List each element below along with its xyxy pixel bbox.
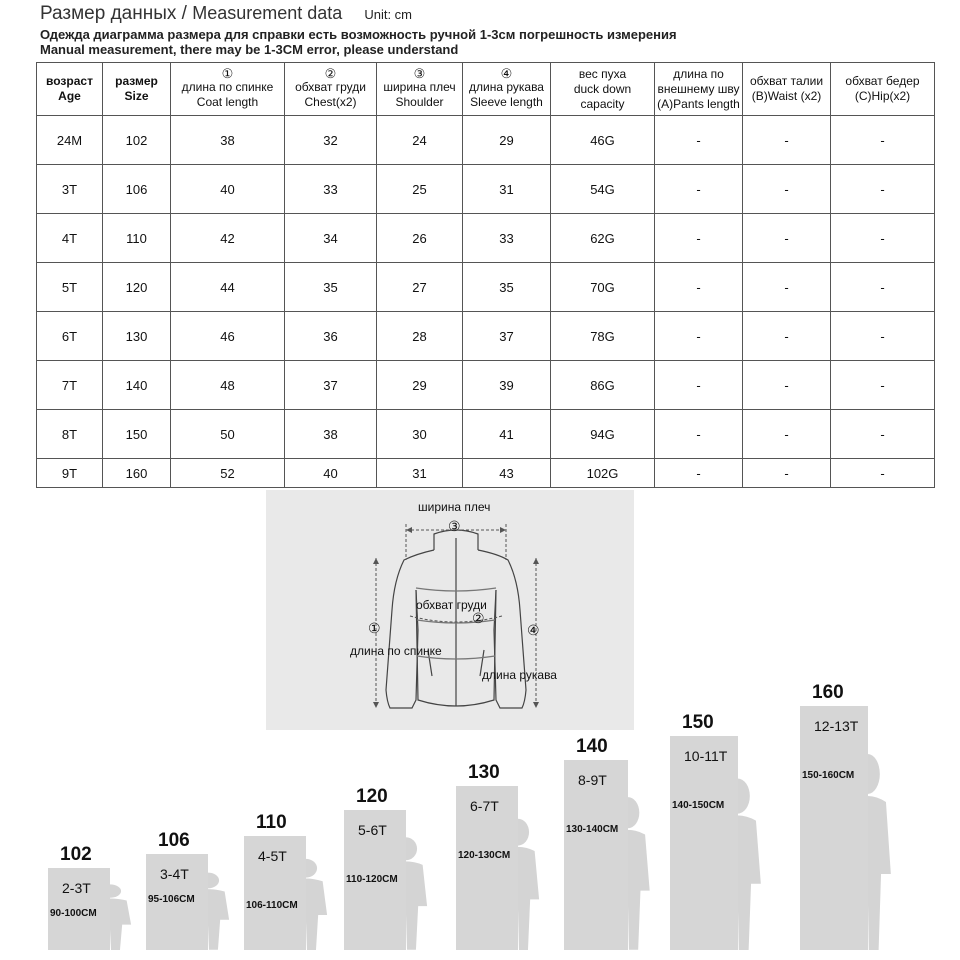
table-cell: -: [743, 165, 831, 214]
header-russian: размер: [115, 74, 158, 88]
height-label: 130: [468, 762, 500, 783]
header-number: ③: [413, 66, 426, 81]
table-cell: -: [831, 263, 935, 312]
table-cell: 102: [103, 116, 171, 165]
column-header: [655, 63, 743, 116]
title-english: Measurement data: [192, 3, 343, 23]
title-russian: Размер данных: [40, 3, 177, 24]
table-cell: 29: [377, 361, 463, 410]
table-cell: -: [831, 459, 935, 488]
column-header: [377, 63, 463, 116]
table-row: [37, 116, 935, 165]
height-label: 140: [576, 736, 608, 757]
height-bar: [800, 706, 868, 950]
table-cell: 140: [103, 361, 171, 410]
length-label: длина по спинке: [350, 644, 442, 658]
table-row: [37, 263, 935, 312]
table-cell: 25: [377, 165, 463, 214]
table-cell: -: [743, 116, 831, 165]
age-label: 10-11T: [684, 748, 728, 764]
table-cell: -: [831, 312, 935, 361]
header-english: (C)Hip(x2): [854, 89, 911, 103]
table-row: [37, 214, 935, 263]
table-cell: 41: [463, 410, 551, 459]
height-label: 106: [158, 830, 190, 851]
table-cell: 5T: [37, 263, 103, 312]
header-english: Sleeve length: [470, 95, 543, 109]
table-cell: -: [743, 459, 831, 488]
header-english-extra: (A)Pants length: [657, 96, 740, 111]
header-russian: длина рукава: [469, 80, 544, 94]
table-cell: -: [743, 410, 831, 459]
table-cell: 40: [171, 165, 285, 214]
header-russian: вес пуха: [578, 66, 627, 81]
table-cell: 94G: [551, 410, 655, 459]
table-cell: 70G: [551, 263, 655, 312]
disclaimer-russian: Одежда диаграмма размера для справки есть возможность ручной 1-3см погрешность измерения: [40, 27, 677, 42]
header-english: Chest(x2): [304, 95, 357, 109]
table-cell: 44: [171, 263, 285, 312]
table-cell: 102G: [551, 459, 655, 488]
table-cell: 37: [463, 312, 551, 361]
table-cell: -: [831, 165, 935, 214]
table-cell: -: [655, 263, 743, 312]
table-cell: 30: [377, 410, 463, 459]
age-label: 12-13T: [814, 718, 859, 734]
table-cell: 43: [463, 459, 551, 488]
table-cell: 52: [171, 459, 285, 488]
column-header: [37, 63, 103, 116]
height-range-label: 130-140CM: [566, 824, 619, 835]
table-cell: 7T: [37, 361, 103, 410]
header-english: (B)Waist (x2): [751, 89, 822, 103]
shoulder-label: ширина плеч: [418, 500, 491, 514]
height-label: 102: [60, 844, 92, 865]
table-cell: 50: [171, 410, 285, 459]
table-cell: 36: [285, 312, 377, 361]
table-cell: -: [831, 116, 935, 165]
height-label: 150: [682, 712, 714, 733]
table-cell: 106: [103, 165, 171, 214]
table-cell: -: [743, 214, 831, 263]
height-range-label: 140-150CM: [672, 800, 725, 811]
table-cell: -: [655, 116, 743, 165]
table-cell: 54G: [551, 165, 655, 214]
header-english: Shoulder: [395, 95, 444, 109]
age-label: 5-6T: [358, 822, 387, 838]
table-cell: 150: [103, 410, 171, 459]
table-cell: 31: [377, 459, 463, 488]
height-bar: [670, 736, 738, 950]
table-cell: 35: [285, 263, 377, 312]
unit-label: Unit: cm: [364, 7, 412, 22]
table-cell: 34: [285, 214, 377, 263]
height-range-label: 110-120CM: [346, 874, 398, 885]
table-cell: 24M: [37, 116, 103, 165]
table-cell: 160: [103, 459, 171, 488]
header-russian: обхват груди: [295, 80, 366, 94]
table-cell: 33: [285, 165, 377, 214]
size-table: [36, 62, 935, 488]
table-cell: 42: [171, 214, 285, 263]
table-cell: 28: [377, 312, 463, 361]
table-cell: 48: [171, 361, 285, 410]
table-cell: -: [831, 214, 935, 263]
column-header: [831, 63, 935, 116]
table-cell: -: [655, 459, 743, 488]
table-cell: 31: [463, 165, 551, 214]
table-cell: 6T: [37, 312, 103, 361]
table-cell: 35: [463, 263, 551, 312]
table-row: [37, 459, 935, 488]
height-range-label: 150-160CM: [802, 770, 855, 781]
shoulder-number: ③: [448, 518, 461, 534]
table-cell: -: [743, 312, 831, 361]
table-cell: 40: [285, 459, 377, 488]
chest-label: обхват груди: [416, 598, 487, 612]
chest-number: ②: [472, 610, 485, 626]
table-cell: 78G: [551, 312, 655, 361]
table-cell: -: [743, 263, 831, 312]
table-cell: -: [655, 410, 743, 459]
table-row: [37, 165, 935, 214]
header-russian: длина по спинке: [181, 80, 274, 94]
header-russian: обхват бедер: [845, 74, 920, 88]
table-cell: 33: [463, 214, 551, 263]
table-cell: -: [655, 312, 743, 361]
age-label: 2-3T: [62, 880, 91, 896]
table-row: [37, 410, 935, 459]
table-cell: 24: [377, 116, 463, 165]
header-english: Age: [58, 89, 81, 103]
height-bar: [564, 760, 628, 950]
table-cell: -: [655, 361, 743, 410]
column-header: [103, 63, 171, 116]
table-body: [37, 116, 935, 488]
header-english-extra: capacity: [580, 96, 625, 111]
column-header: [285, 63, 377, 116]
disclaimer-english: Manual measurement, there may be 1-3CM error, please understand: [40, 42, 459, 57]
age-label: 4-5T: [258, 848, 287, 864]
header-russian: обхват талии: [749, 74, 824, 88]
age-label: 8-9T: [578, 772, 607, 788]
header-english: Coat length: [196, 95, 259, 109]
table-cell: 27: [377, 263, 463, 312]
table-row: [37, 312, 935, 361]
height-range-label: 95-106CM: [148, 894, 195, 905]
table-cell: 32: [285, 116, 377, 165]
column-header: [743, 63, 831, 116]
height-range-label: 106-110CM: [246, 900, 298, 911]
header-english: Size: [124, 89, 149, 103]
table-cell: -: [743, 361, 831, 410]
header-russian: ширина плеч: [383, 80, 456, 94]
table-cell: 8T: [37, 410, 103, 459]
sleeve-label: длина рукава: [482, 668, 557, 682]
column-header: [551, 63, 655, 116]
table-cell: -: [831, 361, 935, 410]
height-label: 110: [256, 812, 287, 833]
table-header-row: [37, 63, 935, 116]
table-cell: 26: [377, 214, 463, 263]
table-cell: 38: [285, 410, 377, 459]
table-cell: 39: [463, 361, 551, 410]
title-separator: /: [176, 3, 193, 24]
header-number: ①: [221, 66, 234, 81]
table-cell: 38: [171, 116, 285, 165]
header-english: внешнему шву: [657, 81, 740, 96]
table-cell: 120: [103, 263, 171, 312]
table-cell: 29: [463, 116, 551, 165]
height-label: 120: [356, 786, 388, 807]
table-cell: 110: [103, 214, 171, 263]
table-cell: -: [655, 165, 743, 214]
table-cell: 4T: [37, 214, 103, 263]
page-title: [40, 3, 412, 25]
length-number: ①: [368, 620, 381, 636]
table-cell: 9T: [37, 459, 103, 488]
table-cell: 62G: [551, 214, 655, 263]
table-cell: 3T: [37, 165, 103, 214]
table-cell: 86G: [551, 361, 655, 410]
height-range-label: 90-100CM: [50, 908, 97, 919]
age-label: 6-7T: [470, 798, 499, 814]
sleeve-number: ④: [527, 622, 540, 638]
height-label: 160: [812, 682, 844, 703]
header-russian: длина по: [673, 66, 724, 81]
table-cell: -: [655, 214, 743, 263]
column-header: [463, 63, 551, 116]
height-range-label: 120-130CM: [458, 850, 511, 861]
header-number: ②: [324, 66, 337, 81]
height-chart: [0, 680, 960, 960]
table-cell: 130: [103, 312, 171, 361]
table-cell: 37: [285, 361, 377, 410]
table-cell: -: [831, 410, 935, 459]
age-label: 3-4T: [160, 866, 189, 882]
table-cell: 46: [171, 312, 285, 361]
table-row: [37, 361, 935, 410]
header-number: ④: [500, 66, 513, 81]
column-header: [171, 63, 285, 116]
header-russian: возраст: [46, 74, 93, 88]
header-english: duck down: [573, 81, 632, 96]
table-cell: 46G: [551, 116, 655, 165]
